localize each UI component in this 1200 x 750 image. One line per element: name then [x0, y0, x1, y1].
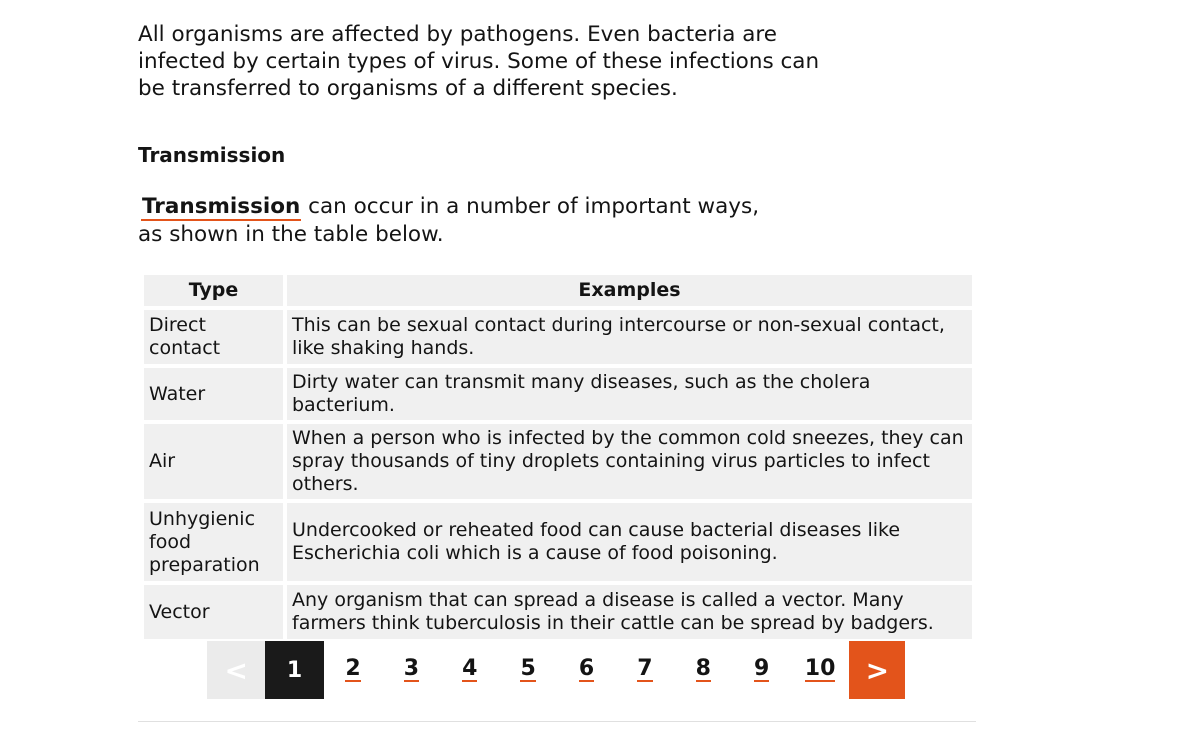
page-link[interactable] [324, 641, 382, 699]
cell-example: Dirty water can transmit many diseases, such as the cholera bacterium. [287, 368, 972, 420]
cell-type: Direct contact [144, 310, 283, 364]
table-row [144, 368, 972, 420]
section-heading: Transmission [138, 143, 286, 167]
lead-text: can occur in a number of important ways, as shown in the table below. [138, 194, 760, 247]
header-examples: Examples [287, 275, 972, 306]
page-link-label: 5 [520, 656, 536, 681]
page-link-label: 7 [637, 656, 653, 681]
intro-paragraph: All organisms are affected by pathogens. Even bacteria are infected by certain types of virus. Some of these infections can be transferred to organisms of a different species. [138, 22, 820, 101]
table-row [144, 585, 972, 639]
cell-example: When a person who is infected by the common cold sneezes, they can spray thousands of tiny droplets containing virus particles to infect others. [287, 424, 972, 499]
cell-example: Any organism that can spread a disease is called a vector. Many farmers think tuberculosis in their cattle can be spread by badgers. [287, 585, 972, 639]
cell-type: Vector [144, 585, 283, 639]
page-link-label: 10 [804, 656, 836, 681]
page-link-label: 3 [403, 656, 420, 681]
cell-example: This can be sexual contact during intercourse or non-sexual contact, like shaking hands. [287, 310, 972, 364]
transmission-table [140, 271, 976, 643]
page-link[interactable] [557, 641, 615, 699]
page-link-label: 2 [345, 656, 361, 681]
transmission-link[interactable]: Transmission [142, 194, 301, 219]
pagination [207, 641, 905, 699]
page-link[interactable] [382, 641, 440, 699]
page-link[interactable] [733, 641, 791, 699]
page-link-label: 8 [695, 656, 711, 681]
page-link[interactable] [616, 641, 674, 699]
cell-type: Unhygienic food preparation [144, 503, 283, 581]
cell-type: Air [144, 424, 283, 499]
divider [138, 721, 976, 722]
page-link[interactable] [674, 641, 732, 699]
cell-type: Water [144, 368, 283, 420]
header-type: Type [144, 275, 283, 306]
page-link-label: 4 [462, 656, 478, 681]
next-page-button[interactable]: > [849, 641, 905, 699]
table-header-row [144, 275, 972, 306]
page-link-label: 6 [578, 656, 595, 681]
prev-page-button[interactable]: < [207, 641, 265, 699]
cell-example: Undercooked or reheated food can cause bacterial diseases like Escherichia coli which is a cause of food poisoning. [287, 503, 972, 581]
table-row [144, 310, 972, 364]
page-link-label: 9 [754, 656, 770, 681]
page-current[interactable]: 1 [265, 641, 323, 699]
page-link[interactable] [441, 641, 499, 699]
page-link[interactable] [499, 641, 557, 699]
page-link[interactable] [791, 641, 849, 699]
table-row [144, 503, 972, 581]
table-row [144, 424, 972, 499]
transmission-lead [138, 193, 778, 249]
